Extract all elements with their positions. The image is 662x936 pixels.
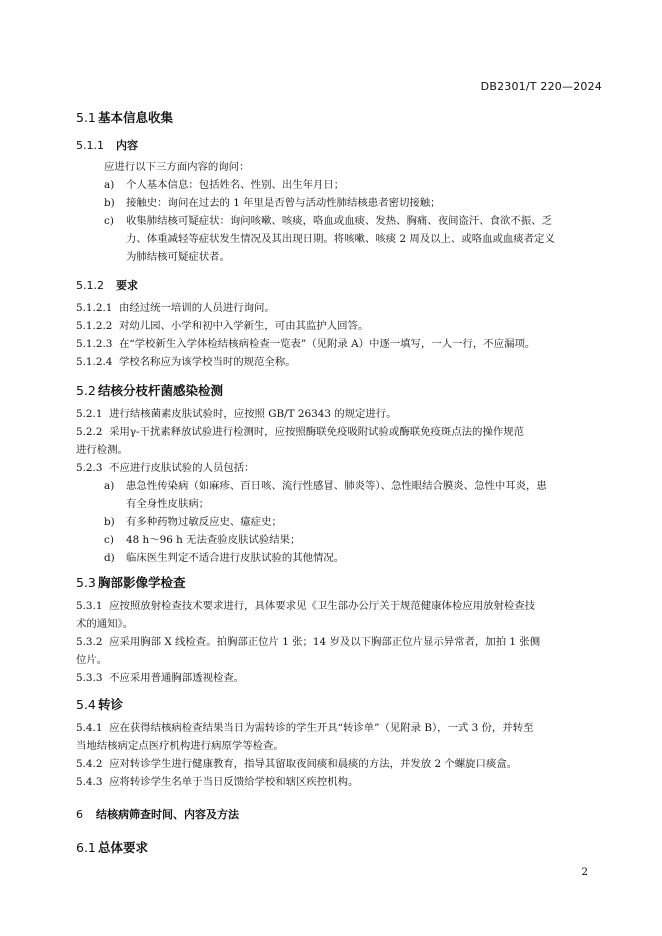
clause-5-4-2: 5.4.2 应对转诊学生进行健康教育，指导其留取夜间痰和晨痰的方法，并发放 2 个螺旋口痰盒。 <box>76 758 518 770</box>
list-item-continuation: 力、体重减轻等症状发生情况及其出现日期。将咳嗽、咳痰 2 周及以上、或咯血或血痰者定义 <box>126 233 555 245</box>
clause-5-2-2-continuation: 进行检测。 <box>76 444 128 456</box>
list-item: c) 收集肺结核可疑症状：询问咳嗽、咳痰，咯血或血痰、发热、胸痛、夜间盗汗、食欲不振、乏 <box>104 215 553 227</box>
list-item: b) 接触史：询问在过去的 1 年里是否曾与活动性肺结核患者密切接触； <box>104 197 441 209</box>
list-item: b) 有多种药物过敏反应史、癔症史； <box>104 516 282 528</box>
list-item: d) 临床医生判定不适合进行皮肤试验的其他情况。 <box>104 552 345 564</box>
clause-5-1-2-3: 5.1.2.3 在“学校新生入学体检结核病检查一览表”（见附录 A）中逐一填写，一人一行，不应漏项。 <box>76 338 536 350</box>
section-5-4-heading: 5.4 转诊 <box>76 697 124 712</box>
list-item: a) 个人基本信息：包括姓名、性别、出生年月日； <box>104 179 345 191</box>
clause-5-1-2-1: 5.1.2.1 由经过统一培训的人员进行询问。 <box>76 302 275 314</box>
clause-5-3-1: 5.3.1 应按照放射检查技术要求进行，具体要求见《卫生部办公厅关于规范健康体检应用放射检查技 <box>76 600 536 612</box>
page-number: 2 <box>581 866 588 878</box>
clause-5-3-1-continuation: 术的通知》。 <box>76 618 134 630</box>
clause-5-2-2: 5.2.2 采用γ-干扰素释放试验进行检测时，应按照酶联免疫吸附试验或酶联免疫斑点法的操作规范 <box>76 426 525 438</box>
clause-5-3-2-continuation: 位片。 <box>76 654 108 666</box>
section-5-1-heading: 5.1 基本信息收集 <box>76 110 174 125</box>
section-5-1-2-heading: 5.1.2 要求 <box>76 279 138 292</box>
clause-5-3-2: 5.3.2 应采用胸部 X 线检查。拍胸部正位片 1 张；14 岁及以下胸部正位片显示异常者，加拍 1 张侧 <box>76 636 541 648</box>
section-5-1-1-intro: 应进行以下三方面内容的询问： <box>104 161 250 173</box>
list-item: c) 48 h～96 h 无法查验皮肤试验结果； <box>104 534 301 546</box>
section-6-heading: 6 结核病筛查时间、内容及方法 <box>76 808 239 821</box>
clause-5-1-2-2: 5.1.2.2 对幼儿园、小学和初中入学新生，可由其监护人回答。 <box>76 320 369 332</box>
section-6-1-heading: 6.1 总体要求 <box>76 840 149 855</box>
clause-5-3-3: 5.3.3 不应采用普通胸部透视检查。 <box>76 672 245 684</box>
standard-number: DB2301/T 220—2024 <box>480 80 602 93</box>
list-item-continuation: 有全身性皮肤病； <box>126 498 210 510</box>
list-item-continuation: 为肺结核可疑症状者。 <box>126 251 230 263</box>
clause-5-4-3: 5.4.3 应将转诊学生名单于当日反馈给学校和辖区疾控机构。 <box>76 776 359 788</box>
clause-5-2-1: 5.2.1 进行结核菌素皮肤试验时，应按照 GB/T 26343 的规定进行。 <box>76 408 397 420</box>
clause-5-4-1: 5.4.1 应在获得结核病检查结果当日为需转诊的学生开具“转诊单”（见附录 B），一式 3 份，并转至 <box>76 722 534 734</box>
clause-5-2-3: 5.2.3 不应进行皮肤试验的人员包括： <box>76 462 255 474</box>
section-5-2-heading: 5.2 结核分枝杆菌感染检测 <box>76 383 224 398</box>
clause-5-1-2-4: 5.1.2.4 学校名称应为该学校当时的规范全称。 <box>76 356 296 368</box>
clause-5-4-1-continuation: 当地结核病定点医疗机构进行病原学等检查。 <box>76 740 284 752</box>
section-5-1-1-heading: 5.1.1 内容 <box>76 139 138 152</box>
section-5-3-heading: 5.3 胸部影像学检查 <box>76 575 186 590</box>
list-item: a) 患急性传染病（如麻疹、百日咳、流行性感冒、肺炎等）、急性眼结合膜炎、急性中耳炎，患 <box>104 480 547 492</box>
